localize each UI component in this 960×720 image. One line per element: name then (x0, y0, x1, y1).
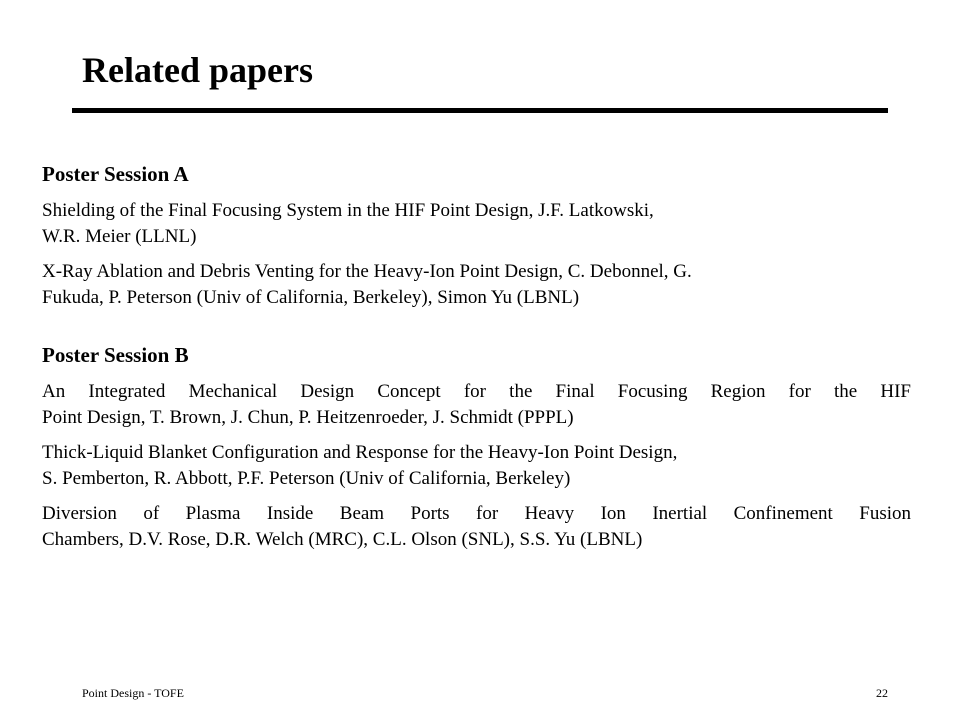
paper-entry (42, 379, 911, 431)
paper-line: Point Design, T. Brown, J. Chun, P. Heitzenroeder, J. Schmidt (PPPL) (42, 407, 574, 428)
paper-line: Chambers, D.V. Rose, D.R. Welch (MRC), C.L. Olson (SNL), S.S. Yu (LBNL) (42, 529, 643, 550)
slide-title: Related papers (82, 50, 313, 90)
paper-line: Thick-Liquid Blanket Configuration and Response for the Heavy-Ion Point Design, (42, 442, 678, 463)
paper-line: Fukuda, P. Peterson (Univ of California, Berkeley), Simon Yu (LBNL) (42, 287, 580, 308)
title-underline (72, 108, 888, 113)
poster-session-b (42, 339, 911, 553)
page-number: 22 (876, 686, 888, 700)
paper-entry (42, 440, 911, 492)
paper-entry (42, 501, 911, 553)
paper-entry (42, 259, 911, 311)
paper-line: Shielding of the Final Focusing System in the HIF Point Design, J.F. Latkowski, (42, 200, 654, 221)
paper-line: X-Ray Ablation and Debris Venting for the Heavy-Ion Point Design, C. Debonnel, G. (42, 261, 692, 282)
paper-line: W.R. Meier (LLNL) (42, 226, 197, 247)
paper-entry (42, 198, 911, 250)
session-heading: Poster Session A (42, 162, 189, 186)
paper-line: Diversion of Plasma Inside Beam Ports for Heavy Ion Inertial Confinement Fusion (42, 503, 911, 524)
poster-session-a (42, 158, 911, 311)
slide-content (42, 158, 911, 562)
paper-line: S. Pemberton, R. Abbott, P.F. Peterson (Univ of California, Berkeley) (42, 468, 571, 489)
session-heading: Poster Session B (42, 343, 189, 367)
footer-label: Point Design - TOFE (82, 686, 184, 700)
paper-line: An Integrated Mechanical Design Concept for the Final Focusing Region for the HIF (42, 381, 911, 402)
